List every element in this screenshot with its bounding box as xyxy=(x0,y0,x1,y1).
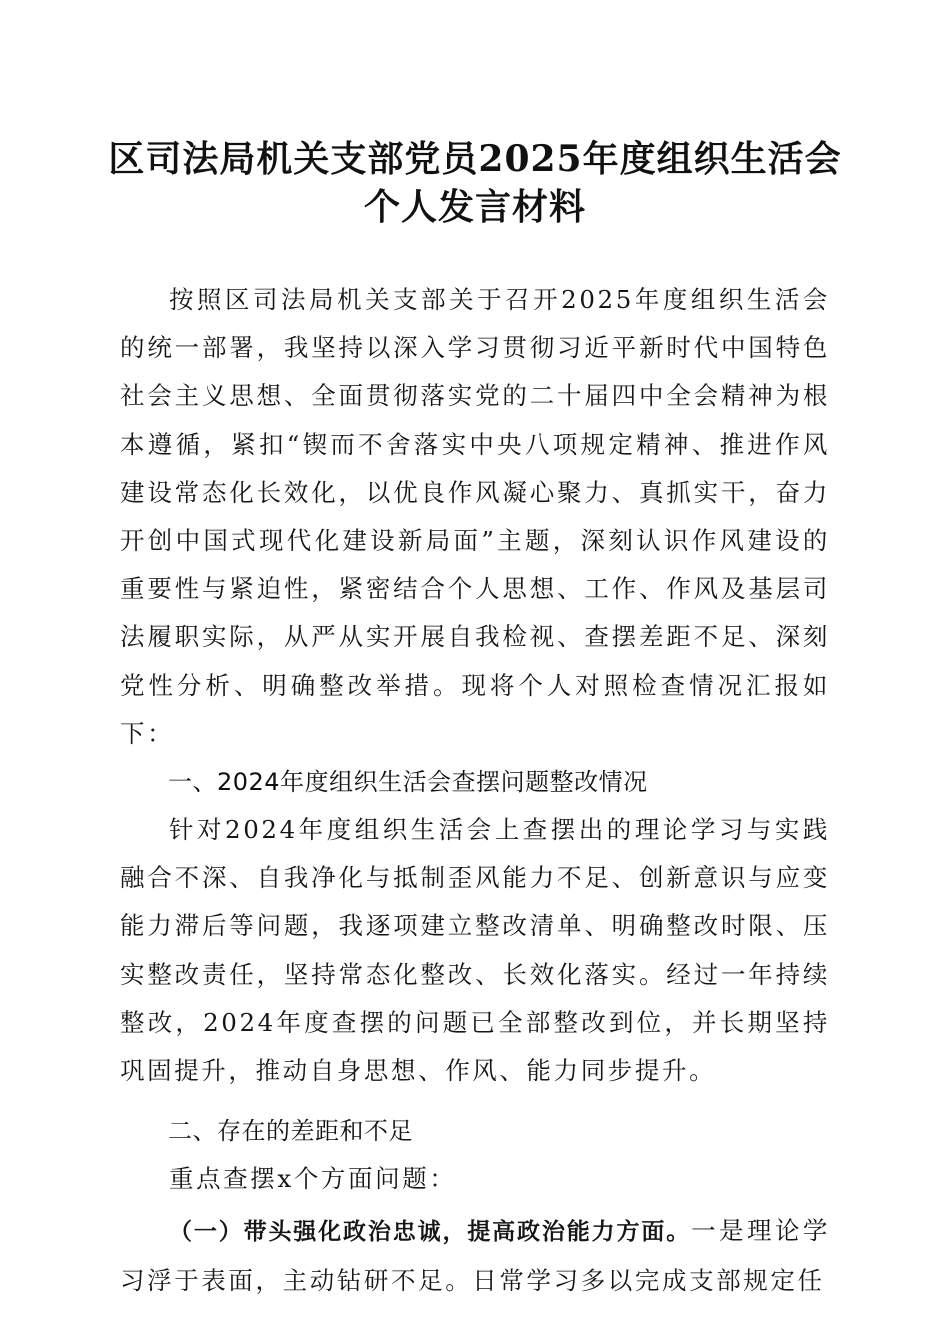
section-heading-1: 一、2024年度组织生活会查摆问题整改情况 xyxy=(168,768,648,797)
subsection-1-paragraph xyxy=(120,1207,830,1304)
subsection-1-title: （一）带头强化政治忠诚，提高政治能力方面。 xyxy=(169,1219,692,1246)
document-body xyxy=(120,276,830,1305)
document-title-line1: 区司法局机关支部党员2025年度组织生活会 xyxy=(108,138,842,180)
subsection-1-text: 一是理论学习浮于表面，主动钻研不足。日常学习多以完成支部规定任 xyxy=(120,1216,831,1295)
document-title-line2: 个人发言材料 xyxy=(363,186,586,228)
section1-paragraph: 针对2024年度组织生活会上查摆出的理论学习与实践融合不深、自我净化与抵制歪风能力不足、创新意识与应变能力滞后等问题，我逐项建立整改清单、明确整改时限、压实整改责任，坚持常态化整改、长效化落实。经过一年持续整改，2024年度查摆的问题已全部整改到位，并长期坚持巩固提升，推动自身思想、作风、能力同步提升。 xyxy=(120,815,830,1086)
section-heading-2: 二、存在的差距和不足 xyxy=(168,1117,413,1146)
section2-intro: 重点查摆x个方面问题： xyxy=(169,1164,457,1194)
intro-paragraph: 按照区司法局机关支部关于召开2025年度组织生活会的统一部署，我坚持以深入学习贯彻习近平新时代中国特色社会主义思想、全面贯彻落实党的二十届四中全会精神为根本遵循，紧扣“锲而不舍落实中央八项规定精神、推进作风建设常态化长效化，以优良作风凝心聚力、真抓实干，奋力开创中国式现代化建设新局面”主题，深刻认识作风建设的重要性与紧迫性，紧密结合个人思想、工作、作风及基层司法履职实际，从严从实开展自我检视、查摆差距不足、深刻党性分析、明确整改举措。现将个人对照检查情况汇报如下： xyxy=(120,285,830,748)
